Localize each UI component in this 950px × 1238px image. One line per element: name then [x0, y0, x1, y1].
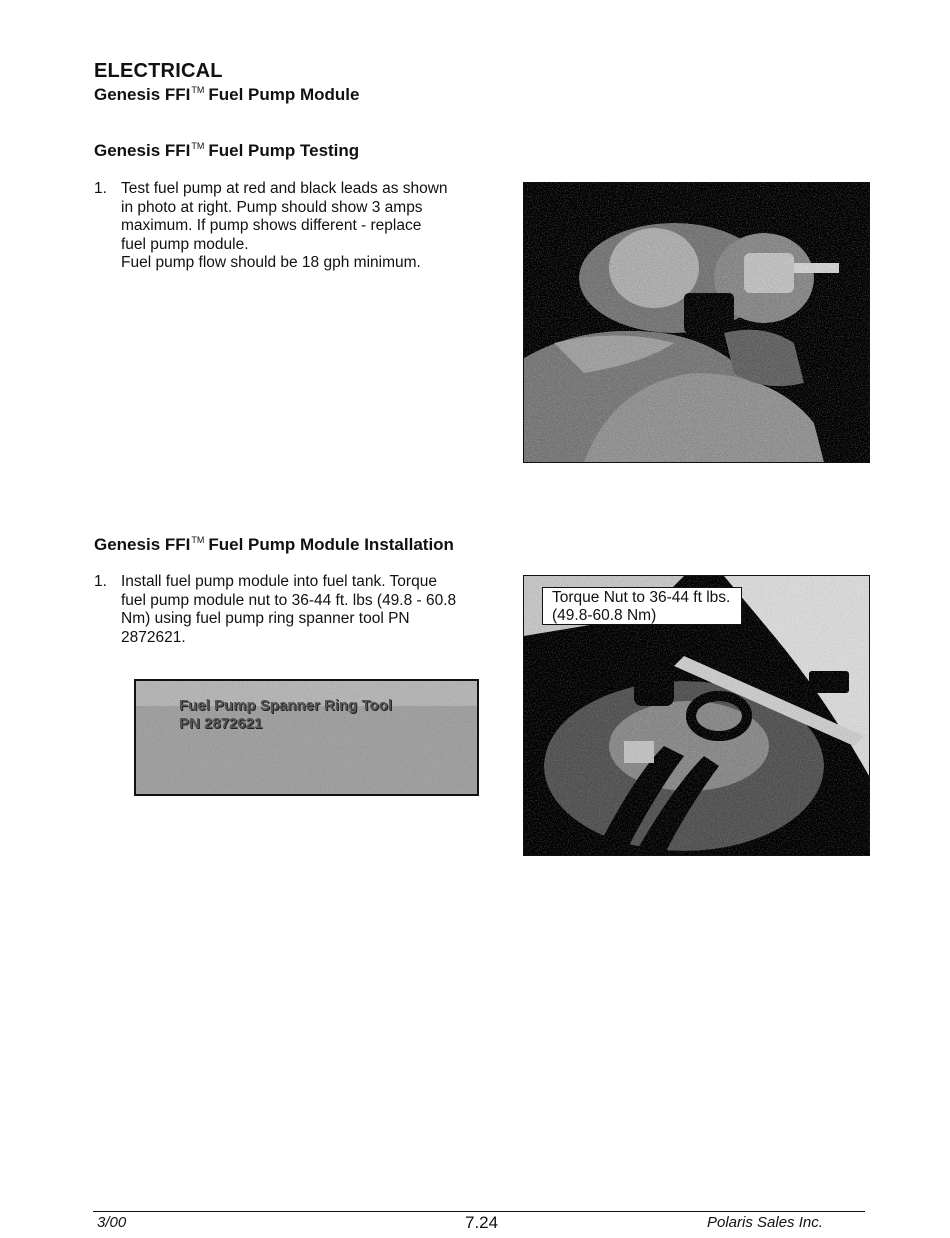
callout-line: Torque Nut to 36-44 ft lbs. — [552, 589, 731, 606]
step-number: 1. — [94, 573, 107, 590]
step-line: in photo at right. Pump should show 3 amps — [121, 198, 423, 216]
footer-rule — [93, 1211, 865, 1212]
step-line: fuel pump module. — [121, 235, 249, 253]
fuel-pump-testing-photo — [523, 182, 870, 463]
callout-line: (49.8-60.8 Nm) — [552, 607, 657, 624]
step-line: Nm) using fuel pump ring spanner tool PN — [121, 610, 410, 628]
installation-step-1 — [94, 573, 464, 653]
torque-callout — [542, 587, 742, 625]
step-line: maximum. If pump shows different - replace — [121, 217, 422, 235]
footer-date: 3/00 — [97, 1214, 127, 1231]
page-subtitle — [94, 85, 359, 105]
installation-heading-prefix: Genesis FFI — [94, 535, 191, 554]
installation-heading — [94, 535, 454, 555]
subtitle-prefix: Genesis FFI — [94, 85, 191, 104]
step-line: Test fuel pump at red and black leads as shown — [121, 180, 448, 197]
step-line: fuel pump module nut to 36-44 ft. lbs (49.8 - 60.8 — [121, 591, 457, 609]
section-title: ELECTRICAL — [94, 60, 223, 82]
step-line: 2872621. — [121, 628, 186, 646]
step-line: Fuel pump flow should be 18 gph minimum. — [121, 254, 421, 272]
installation-heading-suffix: Fuel Pump Module Installation — [208, 535, 454, 554]
footer-company: Polaris Sales Inc. — [707, 1214, 823, 1231]
testing-step-1 — [94, 180, 464, 280]
trademark-mark: TM — [191, 535, 205, 546]
step-line: Install fuel pump module into fuel tank. Torque — [121, 573, 437, 590]
testing-heading-suffix: Fuel Pump Testing — [208, 141, 360, 160]
tool-label-line: PN 2872621 — [179, 715, 263, 732]
testing-heading-prefix: Genesis FFI — [94, 141, 191, 160]
step-text — [121, 573, 456, 647]
step-number: 1. — [94, 180, 107, 197]
trademark-mark: TM — [191, 85, 205, 96]
tool-label — [179, 697, 392, 733]
tool-label-line: Fuel Pump Spanner Ring Tool — [179, 697, 393, 714]
testing-heading — [94, 141, 359, 161]
step-text — [121, 180, 448, 273]
page-number: 7.24 — [465, 1213, 499, 1232]
trademark-mark: TM — [191, 141, 205, 152]
subtitle-suffix: Fuel Pump Module — [208, 85, 360, 104]
spanner-tool-photo — [134, 679, 479, 796]
